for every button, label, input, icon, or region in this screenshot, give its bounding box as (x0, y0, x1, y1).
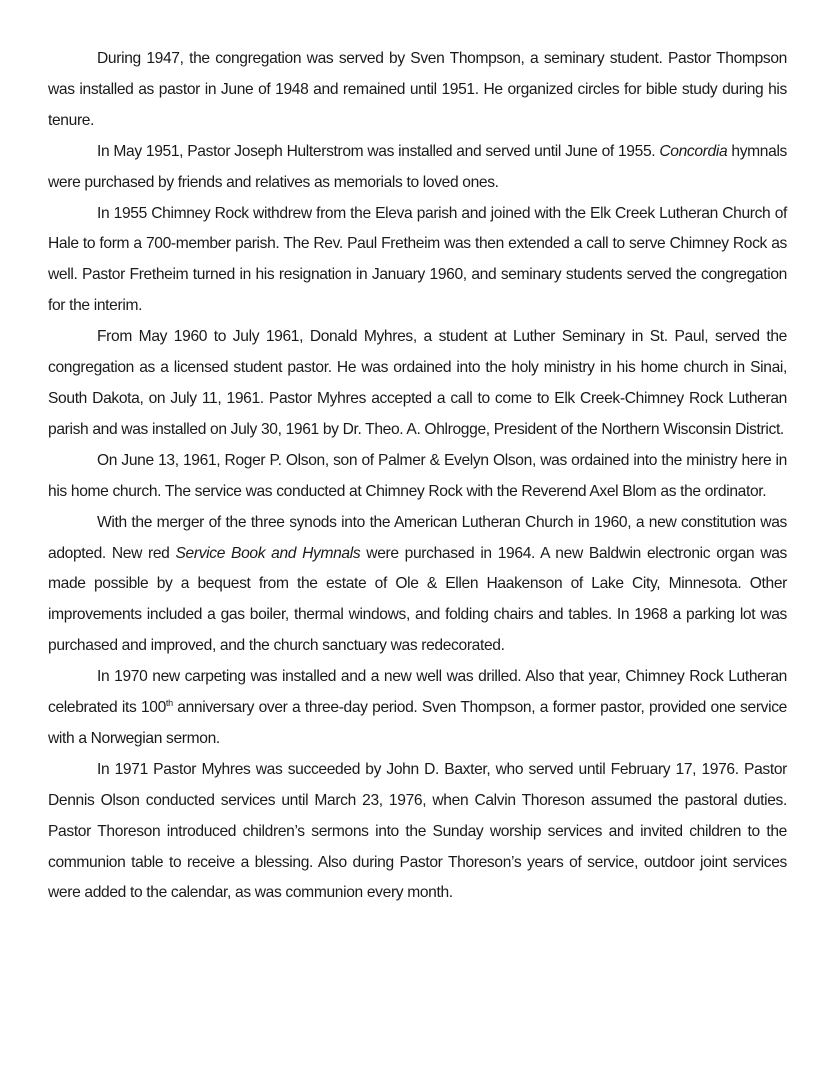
paragraph-text: were purchased in 1964. A new Baldwin electronic organ was made possible by a bequest from the estate of Ole & Ellen Haakenson of Lake City, Minnesota. Other improvements included a gas boiler, thermal windows, and folding chairs and tables. In 1968 a parking lot was purchased and improved, and the church sanctuary was redecorated. (48, 544, 787, 655)
paragraph-text: In 1970 new carpeting was installed and a new well was drilled. Also that year, Chimney Rock Lutheran celebrated its 100 (48, 668, 787, 717)
paragraph-1971-baxter (48, 755, 787, 910)
paragraph-1947-thompson (48, 44, 787, 137)
hymnal-title-service-book: Service Book and Hymnals (175, 544, 361, 562)
paragraph-1955-parish (48, 199, 787, 323)
document-page (48, 44, 787, 909)
paragraph-text: anniversary over a three-day period. Sven Thompson, a former pastor, provided one service with a Norwegian sermon. (48, 699, 787, 747)
hymnal-title-concordia: Concordia (659, 142, 728, 160)
ordinal-superscript: th (165, 698, 173, 709)
paragraph-text: hymnals were purchased by friends and relatives as memorials to loved ones. (48, 142, 787, 191)
paragraph-text: In 1955 Chimney Rock withdrew from the Eleva parish and joined with the Elk Creek Lutheran Church of Hale to form a 700-member parish. The Rev. Paul Fretheim was then extended a call to serve Chimney Rock as well. Pastor Fretheim turned in his resignation in January 1960, and seminary students served the congregation for the interim. (48, 204, 787, 315)
paragraph-1961-olson (48, 446, 787, 508)
paragraph-text: From May 1960 to July 1961, Donald Myhres, a student at Luther Seminary in St. Paul, served the congregation as a licensed student pastor. He was ordained into the holy ministry in his home church in Sinai, South Dakota, on July 11, 1961. Pastor Myhres accepted a call to come to Elk Creek-Chimney Rock Lutheran parish and was installed on July 30, 1961 by Dr. Theo. A. Ohlrogge, President of the Northern Wisconsin District. (48, 328, 787, 438)
paragraph-1960-merger (48, 508, 787, 663)
paragraph-text: In 1971 Pastor Myhres was succeeded by John D. Baxter, who served until February 17, 1976. Pastor Dennis Olson conducted services until March 23, 1976, when Calvin Thoreson assumed the pastoral duties. Pastor Thoreson introduced children’s sermons into the Sunday worship services and invited children to the communion table to receive a blessing. Also during Pastor Thoreson’s years of service, outdoor joint services were added to the calendar, as was communion every month. (48, 760, 787, 902)
paragraph-1951-hulterstrom (48, 137, 787, 199)
paragraph-1960-myhres (48, 322, 787, 446)
paragraph-text: During 1947, the congregation was served by Sven Thompson, a seminary student. Pastor Thompson was installed as pastor in June of 1948 and remained until 1951. He organized circles for bible study during his tenure. (48, 50, 787, 129)
paragraph-1970-anniversary (48, 662, 787, 755)
paragraph-text: In May 1951, Pastor Joseph Hulterstrom was installed and served until June of 1955. (97, 142, 660, 160)
paragraph-text: On June 13, 1961, Roger P. Olson, son of Palmer & Evelyn Olson, was ordained into the ministry here in his home church. The service was conducted at Chimney Rock with the Reverend Axel Blom as the ordinator. (48, 451, 787, 500)
paragraph-text: With the merger of the three synods into the American Lutheran Church in 1960, a new constitution was adopted. New red (48, 513, 787, 562)
